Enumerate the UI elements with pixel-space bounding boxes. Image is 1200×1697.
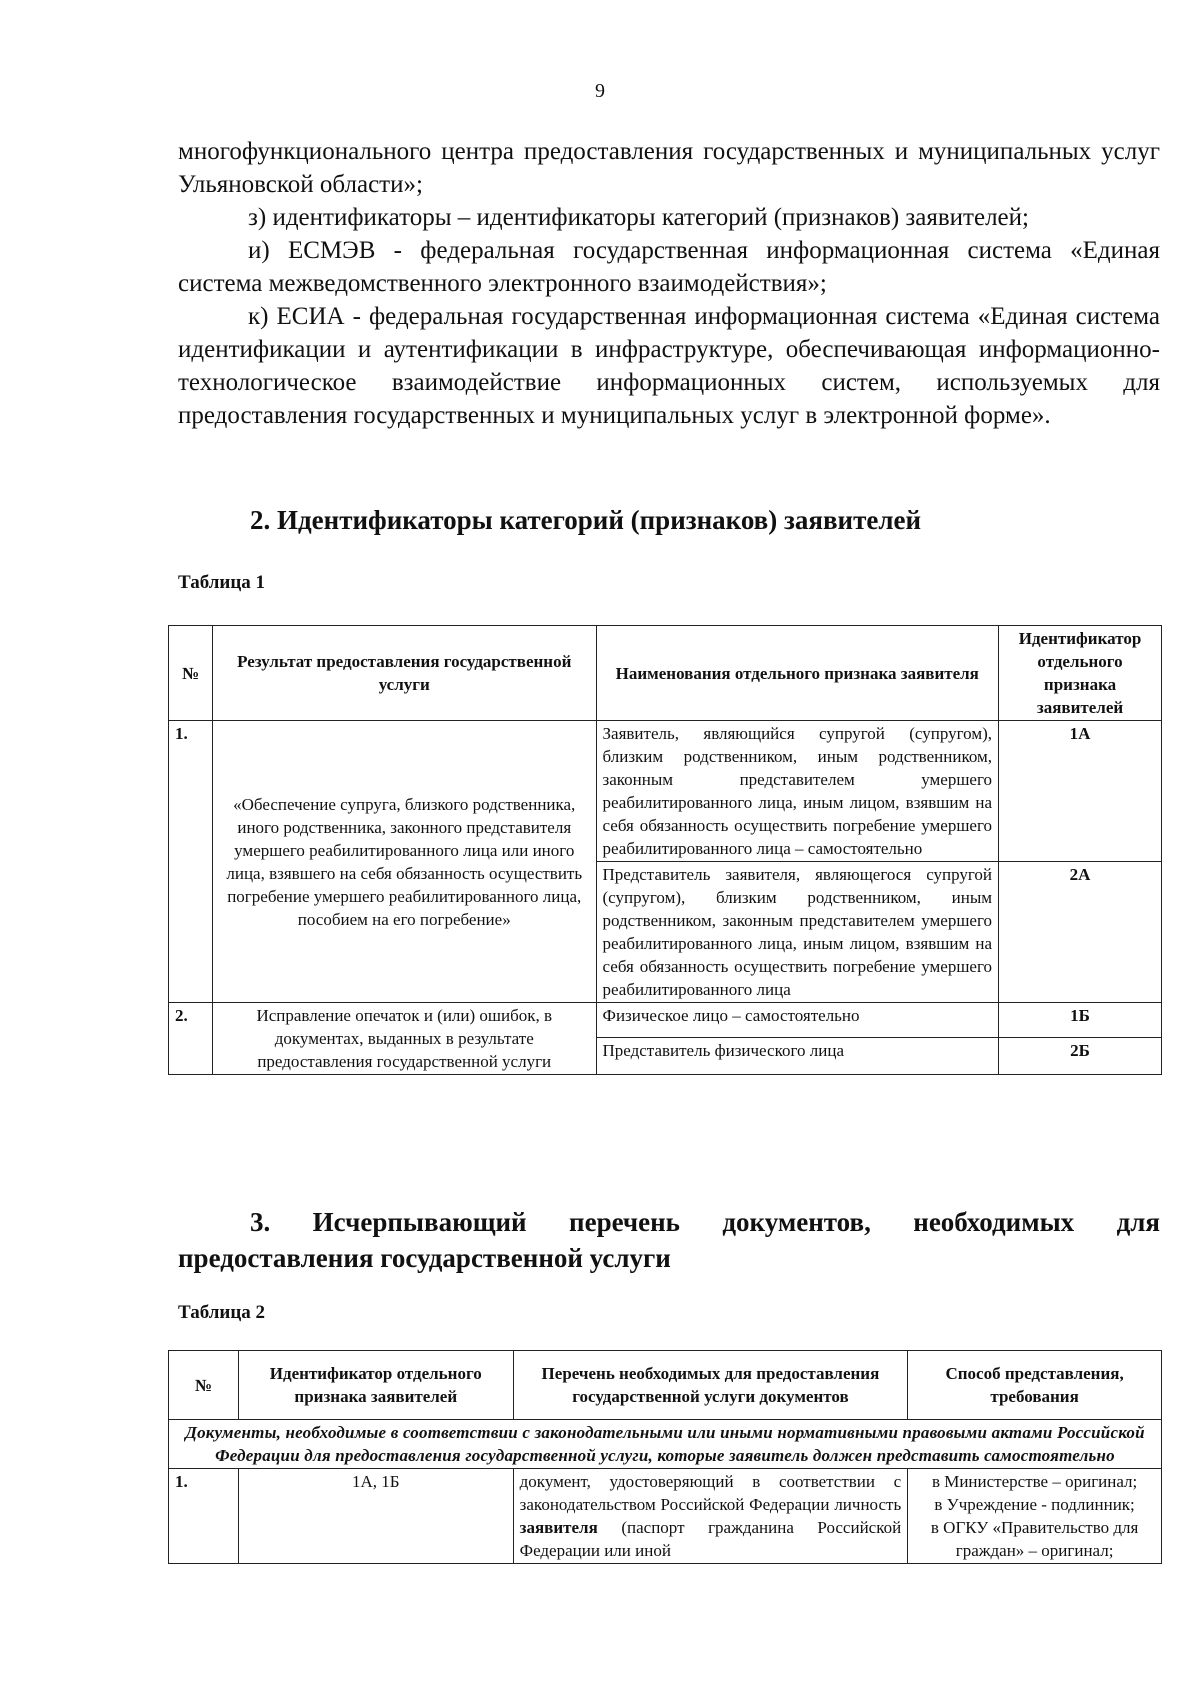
table-1-header-result: Результат предоставления государственной услуги	[212, 626, 596, 721]
table-1-row-2b-id: 2Б	[999, 1038, 1162, 1075]
table-1-row-2-num: 2.	[169, 1003, 213, 1075]
table-1-row-2-result: Исправление опечаток и (или) ошибок, в документах, выданных в результате предоставления государственной услуги	[212, 1003, 596, 1075]
table-2-header-row	[169, 1351, 1162, 1420]
method-line: в ОГКУ «Правительство для граждан» – оригинал;	[930, 1518, 1139, 1560]
page-number: 9	[595, 80, 605, 102]
table-2-row-1-doc-pre: документ, удостоверяющий в соответствии с законодательством Российской Федерации личность	[519, 1472, 902, 1514]
table-2-row-1-doc-post: (паспорт гражданина Российской Федерации или иной	[519, 1518, 902, 1560]
table-1	[168, 625, 1162, 1075]
table-2-header-method: Способ представления, требования	[908, 1351, 1162, 1420]
section-2-heading: 2. Идентификаторы категорий (признаков) заявителей	[250, 505, 922, 535]
table-2-header-num: №	[169, 1351, 239, 1420]
table-row	[169, 1003, 1162, 1038]
table-1-row-1b-id: 2А	[999, 862, 1162, 1003]
table-row	[169, 1469, 1162, 1564]
table-2-row-1-doc-bold: заявителя	[519, 1518, 598, 1537]
method-line: в Учреждение - подлинник;	[934, 1495, 1135, 1514]
table-2-row-1-ids: 1А, 1Б	[238, 1469, 513, 1564]
table-2-header-docs: Перечень необходимых для предоставления государственной услуги документов	[513, 1351, 908, 1420]
table-1-row-1-result: «Обеспечение супруга, близкого родственника, иного родственника, законного представителя умершего реабилитированного лица или иного лица, взявшего на себя обязанность осуществить погребение умершего реабилитированного лица, пособием на его погребение»	[212, 721, 596, 1003]
table-2	[168, 1350, 1162, 1564]
table-1-header-num: №	[169, 626, 213, 721]
table-row	[169, 721, 1162, 862]
table-2-header-id: Идентификатор отдельного признака заявителей	[238, 1351, 513, 1420]
table-1-row-2a-id: 1Б	[999, 1003, 1162, 1038]
intro-paragraphs	[178, 135, 1160, 432]
method-line: в Министерстве – оригинал;	[931, 1472, 1138, 1491]
table-2-row-1-num: 1.	[169, 1469, 239, 1564]
table-1-header-id: Идентификатор отдельного признака заявителей	[999, 626, 1162, 721]
table-1-row-2a-name: Физическое лицо – самостоятельно	[596, 1003, 999, 1038]
table-1-header-name: Наименования отдельного признака заявителя	[596, 626, 999, 721]
table-2-caption: Таблица 2	[178, 1302, 266, 1323]
table-1-caption: Таблица 1	[178, 572, 266, 593]
table-1-row-1b-name: Представитель заявителя, являющегося супругой (супругом), близким родственником, иным родственником, законным представителем умершего реабилитированного лица, иным лицом, взявшим на себя обязанность осуществить погребение умершего реабилитированного лица	[596, 862, 999, 1003]
table-2-row-1-doc	[513, 1469, 908, 1564]
paragraph-mfc: многофункционального центра предоставления государственных и муниципальных услуг Ульяновской области»;	[178, 138, 1160, 198]
paragraph-identifiers: з) идентификаторы – идентификаторы категорий (признаков) заявителей;	[248, 204, 1029, 231]
table-1-header-row	[169, 626, 1162, 721]
table-1-row-1-num: 1.	[169, 721, 213, 1003]
paragraph-esia: к) ЕСИА - федеральная государственная информационная система «Единая система идентификации и аутентификации в инфраструктуре, обеспечивающая информационно-технологическое взаимодействие информационных систем, используемых для предоставления государственных и муниципальных услуг в электронной форме».	[178, 303, 1160, 429]
table-2-group-row	[169, 1420, 1162, 1469]
table-2-group-title: Документы, необходимые в соответствии с законодательными или иными нормативными правовыми актами Российской Федерации для предоставления государственной услуги, которые заявитель должен представить самостоятельно	[169, 1420, 1162, 1469]
table-2-row-1-method	[908, 1469, 1162, 1564]
table-1-row-2b-name: Представитель физического лица	[596, 1038, 999, 1075]
section-3-heading: 3. Исчерпывающий перечень документов, необходимых для предоставления государственной услуги	[178, 1207, 1160, 1273]
paragraph-esmev: и) ЕСМЭВ - федеральная государственная информационная система «Единая система межведомственного электронного взаимодействия»;	[178, 237, 1160, 297]
table-1-row-1a-id: 1А	[999, 721, 1162, 862]
table-1-row-1a-name: Заявитель, являющийся супругой (супругом), близким родственником, иным родственником, законным представителем умершего реабилитированного лица, иным лицом, взявшим на себя обязанность осуществить погребение умершего реабилитированного лица – самостоятельно	[596, 721, 999, 862]
